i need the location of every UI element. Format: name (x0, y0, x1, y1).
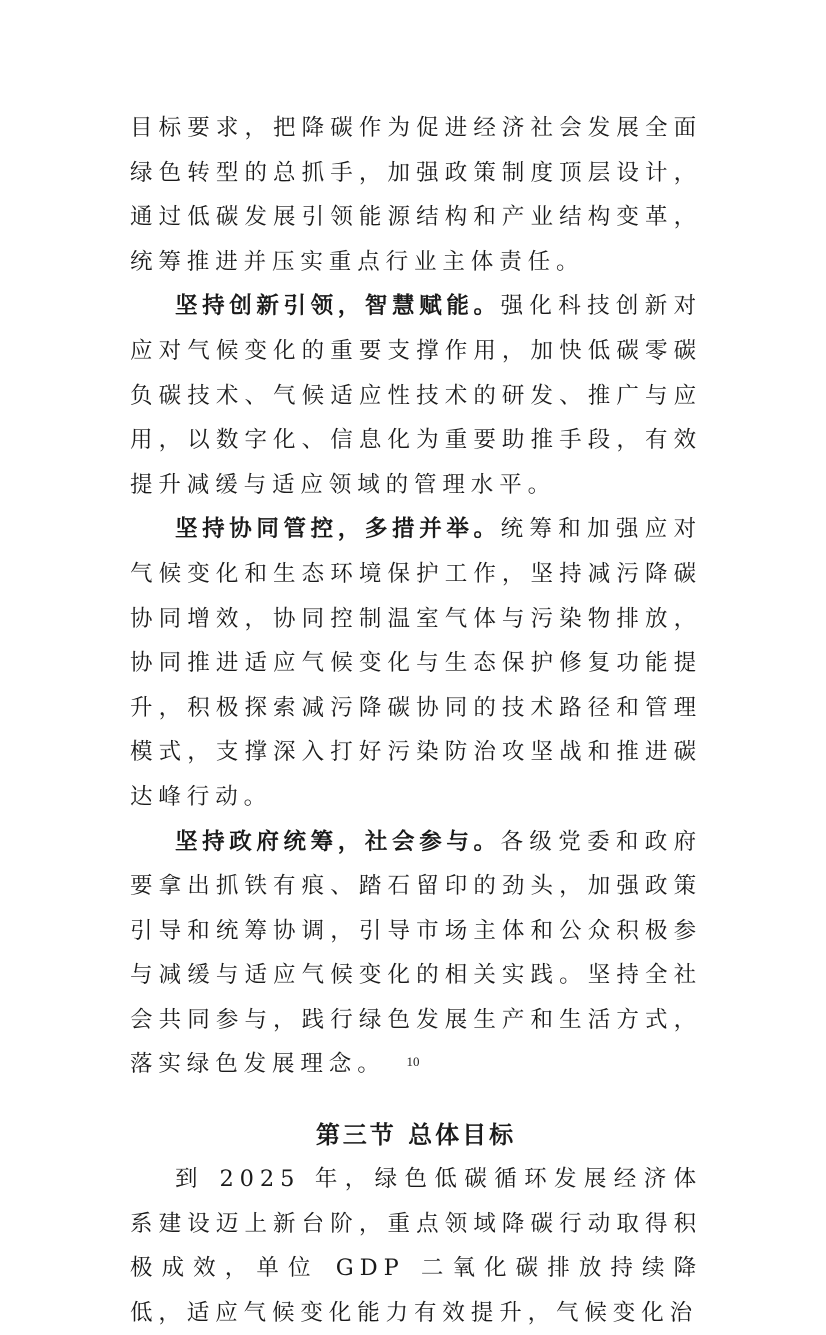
paragraph-text: 统筹和加强应对气候变化和生态环境保护工作，坚持减污降碳协同增效，协同控制温室气体与污染物排放，协同推进适应气候变化与生态保护修复功能提升，积极探索减污降碳协同的技术路径和管理模式，支撑深入打好污染防治攻坚战和推进碳达峰行动。 (130, 516, 702, 810)
paragraph-innovation (130, 284, 702, 507)
paragraph-coordination (130, 507, 702, 819)
paragraph-text: 目标要求，把降碳作为促进经济社会发展全面绿色转型的总抓手，加强政策制度顶层设计，通过低碳发展引领能源结构和产业结构变革，统筹推进并压实重点行业主体责任。 (130, 115, 702, 275)
paragraph-continued (130, 106, 702, 284)
paragraph-goals (130, 1157, 702, 1335)
paragraph-text: 到 2025 年，绿色低碳循环发展经济体系建设迈上新台阶，重点领域降碳行动取得积极成效，单位 GDP 二氧化碳排放持续降低，适应气候变化能力有效提升，气候变化治 (130, 1166, 702, 1326)
paragraph-lead: 坚持协同管控，多措并举。 (175, 516, 501, 543)
document-page (130, 106, 702, 1335)
paragraph-lead: 坚持政府统筹，社会参与。 (175, 828, 501, 855)
paragraph-text: 强化科技创新对应对气候变化的重要支撑作用，加快低碳零碳负碳技术、气候适应性技术的研发、推广与应用，以数字化、信息化为重要助推手段，有效提升减缓与适应领域的管理水平。 (130, 293, 702, 498)
paragraph-government (130, 820, 702, 1088)
section-heading: 第三节 总体目标 (315, 1120, 517, 1150)
page-number: 10 (406, 1054, 420, 1069)
paragraph-lead: 坚持创新引领，智慧赋能。 (175, 293, 501, 320)
paragraph-text: 各级党委和政府要拿出抓铁有痕、踏石留印的劲头，加强政策引导和统筹协调，引导市场主体和公众积极参与减缓与适应气候变化的相关实践。坚持全社会共同参与，践行绿色发展生产和生活方式，落实绿色发展理念。 (130, 828, 702, 1078)
